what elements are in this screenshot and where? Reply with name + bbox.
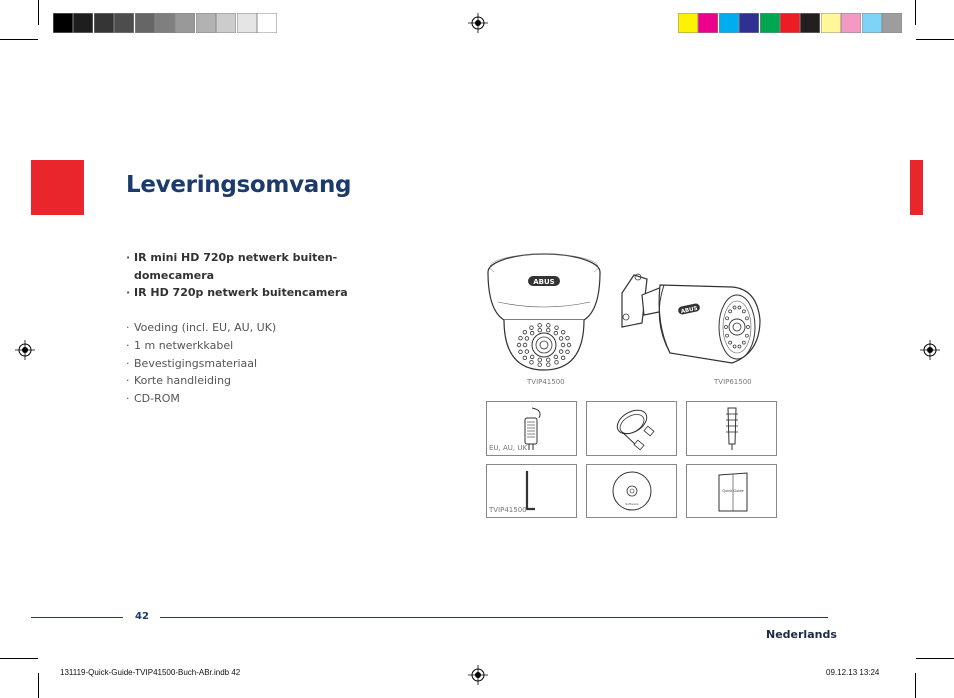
list-item: · Korte handleiding [126,374,232,388]
accessory-box-cd-rom [586,464,677,518]
list-item: · IR HD 720p netwerk buitencamera [126,286,348,300]
page-title: Leveringsomvang [126,172,352,198]
list-item: · 1 m netwerkkabel [126,338,234,352]
list-item: · IR mini HD 720p netwerk buiten- [126,251,338,264]
contents-list [126,249,356,407]
color-swatch [678,13,698,33]
dome-camera-label: TVIP41500 [527,378,565,386]
color-swatch [800,13,820,33]
list-item: · CD-ROM [126,391,180,405]
footer-rule-left [31,617,123,618]
brand-label: ABUS [533,278,555,286]
color-swatch [53,13,73,33]
footer-rule-right [160,617,828,618]
print-slug-filename: 131119-Quick-Guide-TVIP41500-Buch-ABr.indb 42 [60,668,241,677]
color-swatch [216,13,236,33]
wall-plug-icon [721,406,743,452]
registration-mark-bottom-icon [468,665,488,685]
section-red-tab-left [31,160,84,215]
color-swatch [73,13,93,33]
color-swatch [780,13,800,33]
color-swatch [698,13,718,33]
section-red-tab-right [910,160,923,215]
color-swatch [155,13,175,33]
color-swatch [196,13,216,33]
registration-mark-right-icon [920,340,940,360]
guide-label: Quick Guide [722,489,744,493]
network-cable-icon [607,406,657,452]
color-swatch [760,13,780,33]
accessory-box-power-supply [486,401,577,456]
page-number: 42 [135,611,149,622]
color-swatch [135,13,155,33]
color-swatch [841,13,861,33]
color-swatch [862,13,882,33]
color-swatch [94,13,114,33]
registration-mark-left-icon [15,340,35,360]
color-swatch [719,13,739,33]
accessory-box-quick-guide [686,464,777,518]
color-swatch [175,13,195,33]
accessory-box-hex-key [486,464,577,518]
color-swatch [237,13,257,33]
color-swatch [739,13,759,33]
quick-guide-booklet-icon [717,471,749,513]
list-item: · Voeding (incl. EU, AU, UK) [126,321,277,335]
list-item-continuation: domecamera [134,268,215,282]
bullet-camera-label: TVIP61500 [714,378,752,386]
power-supply-label: EU, AU, UK [489,444,528,452]
print-slug-timestamp: 09.12.13 13:24 [826,668,880,677]
list-item: · Bevestigingsmateriaal [126,356,258,370]
color-swatch [257,13,277,33]
hex-key-label: TVIP41500 [489,506,527,514]
color-swatch [114,13,134,33]
color-swatch [821,13,841,33]
brand-label: ABUS [680,305,699,316]
accessory-box-network-cable [586,401,677,456]
dome-camera-illustration [484,250,604,375]
accessory-box-mounting-material [686,401,777,456]
footer-language: Nederlands [766,628,837,641]
cd-label: Software [625,502,639,506]
bullet-camera-illustration [612,265,772,375]
cd-rom-icon [611,469,653,513]
color-swatch [882,13,902,33]
registration-mark-top-icon [468,13,488,33]
